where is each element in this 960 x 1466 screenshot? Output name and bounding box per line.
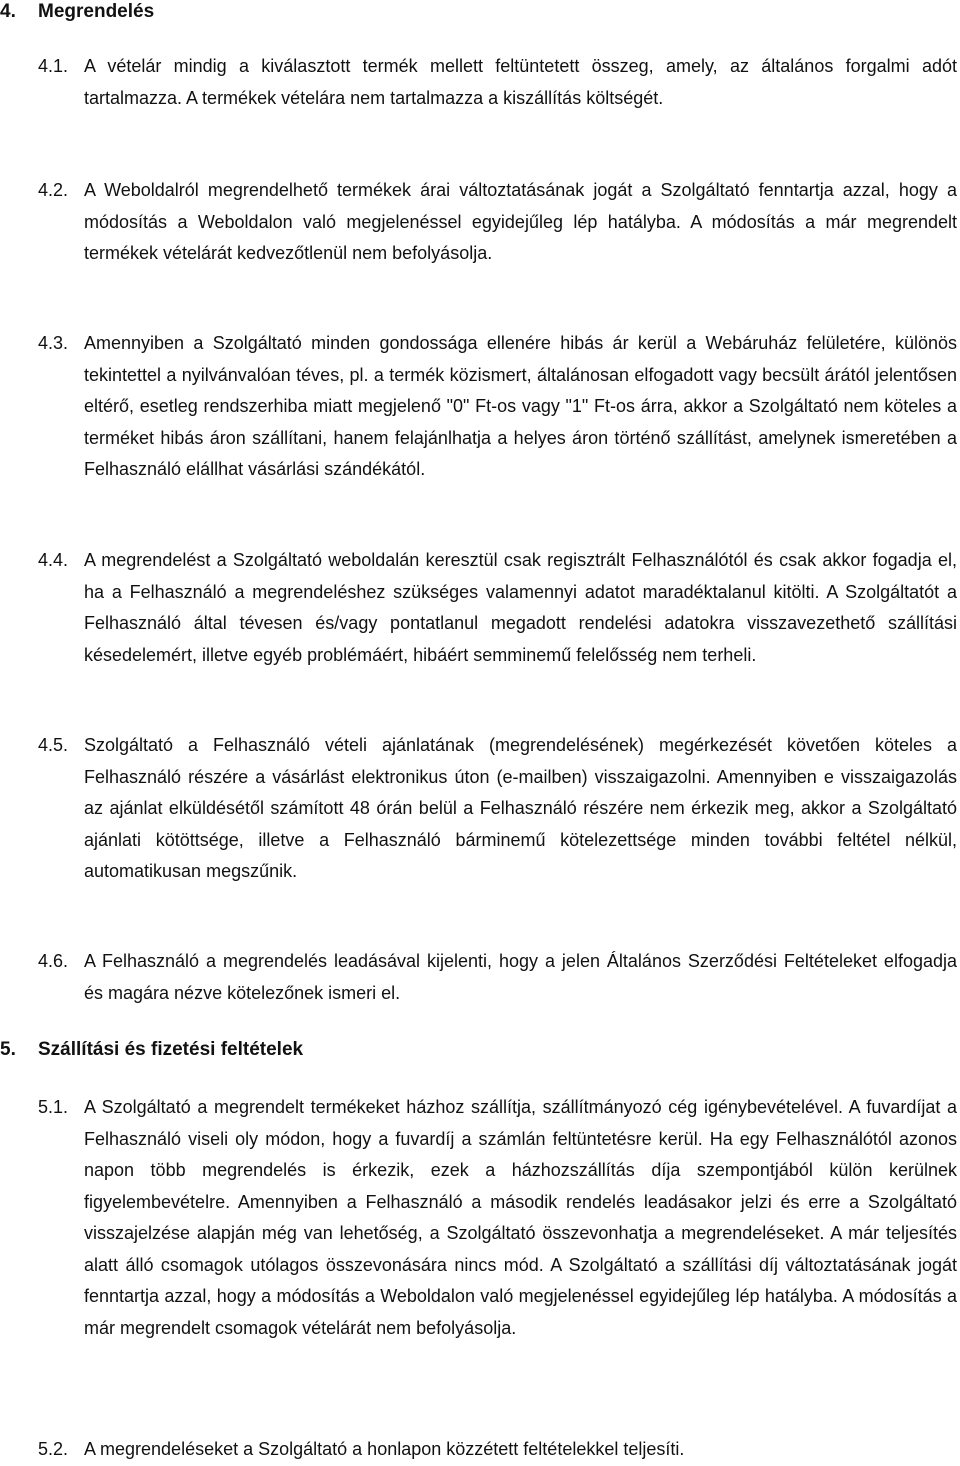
clause-number: 4.2. xyxy=(38,180,69,200)
clause-text: Szolgáltató a Felhasználó vételi ajánlatának (megrendelésének) megérkezését követően köteles a Felhasználó részére a vásárlást elektronikus úton (e-mailben) visszaigazolni. Amennyiben e visszaigazolás az ajánlat elküldésétől számított 48 órán belül a Felhasználó részére nem érkezik meg, akkor a Szolgáltató ajánlati kötöttsége, illetve a Felhasználó bárminemű kötelezettsége minden további feltétel nélkül, automatikusan megszűnik. xyxy=(84,735,957,881)
clause-number: 5.1. xyxy=(38,1097,69,1117)
clause-text: A megrendeléseket a Szolgáltató a honlapon közzétett feltételekkel teljesíti. xyxy=(84,1439,685,1459)
clause-number: 4.3. xyxy=(38,333,69,353)
clause-number: 4.6. xyxy=(38,951,69,971)
clause-text: A Szolgáltató a megrendelt termékeket házhoz szállítja, szállítmányozó cég igénybevételével. A fuvardíjat a Felhasználó viseli oly módon, hogy a fuvardíj a számlán feltüntetésre kerül. Ha egy Felhasználótól azonos napon több megrendelés is érkezik, ezek a házhozszállítás díja szempontjából külön kerülnek figyelembevételre. Amennyiben a Felhasználó a második rendelés leadásakor jelzi és erre a Szolgáltató visszajelzése alapján még van lehetőség, a Szolgáltató összevonhatja a megrendeléseket. A már teljesítés alatt álló csomagok utólagos összevonására nincs mód. A Szolgáltató a szállítási díj változtatásának jogát fenntartja azzal, hogy a módosítás a Weboldalon való megjelenéssel egyidejűleg lép hatályba. A módosítás a már megrendelt csomagok vételárát nem befolyásolja. xyxy=(84,1097,957,1338)
section-title: Megrendelés xyxy=(38,1,155,22)
clause-number: 4.5. xyxy=(38,735,69,755)
clause-text: A vételár mindig a kiválasztott termék mellett feltüntetett összeg, amely, az általános forgalmi adót tartalmazza. A termékek vételára nem tartalmazza a kiszállítás költségét. xyxy=(84,56,957,108)
clause-number: 5.2. xyxy=(38,1439,69,1459)
clause-number: 4.4. xyxy=(38,550,69,570)
section-number: 5. xyxy=(0,1039,16,1060)
clause-number: 4.1. xyxy=(38,56,69,76)
clause-text: A Felhasználó a megrendelés leadásával kijelenti, hogy a jelen Általános Szerződési Feltételeket elfogadja és magára nézve kötelezőnek ismeri el. xyxy=(84,951,957,1003)
clause-text: A Weboldalról megrendelhető termékek árai változtatásának jogát a Szolgáltató fenntartja azzal, hogy a módosítás a Weboldalon való megjelenéssel egyidejűleg lép hatályba. A módosítás a már megrendelt termékek vételárát kedvezőtlenül nem befolyásolja. xyxy=(84,180,957,263)
clause-text: A megrendelést a Szolgáltató weboldalán keresztül csak regisztrált Felhasználótól és csak akkor fogadja el, ha a Felhasználó a megrendeléshez szükséges valamennyi adatot maradéktalanul kitölti. A Szolgáltatót a Felhasználó által tévesen és/vagy pontatlanul megadott rendelési adatokra visszavezethető szállítási késedelemért, illetve egyéb problémáért, hibáért semminemű felelősség nem terheli. xyxy=(84,550,957,665)
section-number: 4. xyxy=(0,1,16,22)
clause-text: Amennyiben a Szolgáltató minden gondossága ellenére hibás ár kerül a Webáruház felületére, különös tekintettel a nyilvánvalóan téves, pl. a termék közismert, általánosan elfogadott vagy becsült árától jelentősen eltérő, esetleg rendszerhiba miatt megjelenő "0" Ft-os vagy "1" Ft-os árra, akkor a Szolgáltató nem köteles a terméket hibás áron szállítani, hanem felajánlhatja a helyes áron történő szállítást, amelynek ismeretében a Felhasználó elállhat vásárlási szándékától. xyxy=(84,333,957,479)
section-title: Szállítási és fizetési feltételek xyxy=(38,1039,304,1060)
